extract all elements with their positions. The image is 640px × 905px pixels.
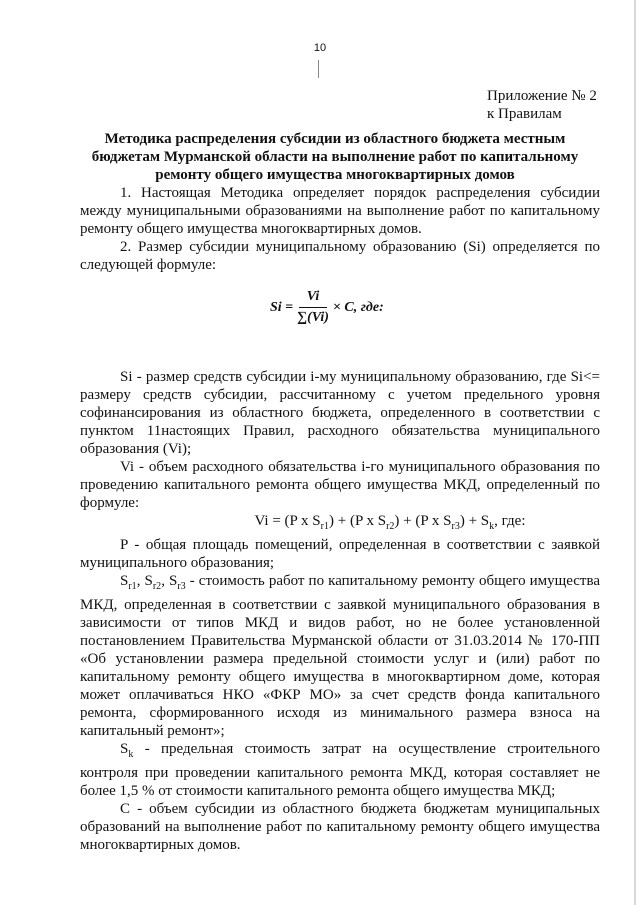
annex-header (487, 87, 597, 123)
paragraph-vi-definition: Vi - объем расходного обязательства i-го муниципального образования по проведению капитального ремонта общего имущества МКД, определенный по формуле: (80, 459, 600, 511)
paragraph-si-definition: Si - размер средств субсидии i-му муниципальному образованию, где Si<= размеру средств субсидии, рассчитанному с учетом предельного уровня софинансирования из областного бюджета, определенного в соответствии с пунктом 11настоящих Правил, расходного обязательства муниципального образования (Vi); (80, 369, 600, 457)
formula-si-denominator: ∑(Vi) (297, 310, 329, 325)
paragraph-sk-definition: $S_k$ - предельная стоимость затрат на осуществление строительного контроля при проведении капитального ремонта МКД, которая составляет не более 1,5 % от стоимости капитального ремонта общего имущества МКД; (80, 741, 600, 799)
annex-line-1: Приложение № 2 (487, 88, 597, 104)
paragraph-sr-text: - стоимость работ по капитальному ремонту общего имущества МКД, определенная в соответствии с заявкой муниципального образования в зависимости от типов МКД и видов работ, но не более установленной постановлением Правительства Мурманской области от 31.03.2014 № 170-ПП «Об установлении размера предельной стоимости услуг и (или) работ по капитальному ремонту общего имущества в многоквартирном доме, которая может оплачиваться НКО «ФКР МО» за счет средств фонда капитального ремонта, сформированного исходя из минимального размера взноса на капитальный ремонт»; (80, 573, 600, 739)
formula-si-lhs: Si = (270, 299, 294, 315)
scan-mark (318, 60, 319, 78)
formula-si (80, 274, 600, 368)
paragraph-2: 2. Размер субсидии муниципальному образованию (Si) определяется по следующей формуле: (80, 239, 600, 273)
formula-si-rhs: × C, где: (332, 299, 384, 315)
paragraph-sk-text: - предельная стоимость затрат на осуществление строительного контроля при проведении капитального ремонта МКД, которая составляет не более 1,5 % от стоимости капитального ремонта общего имущества МКД; (80, 741, 600, 799)
formula-vi: Vi = (P x $S_{r1}) + (P$ x $S_{r2}) + (P$ x $S_{r3}) + S_k$, где: (254, 513, 526, 532)
page-edge-shadow (634, 0, 636, 905)
paragraph-c-definition: С - объем субсидии из областного бюджета бюджетам муниципальных образований на выполнение работ по капитальному ремонту общего имущества многоквартирных домов. (80, 801, 600, 853)
formula-si-numerator: Vi (299, 288, 327, 308)
formula-si-fraction (297, 288, 329, 327)
document-title: Методика распределения субсидии из областного бюджета местным бюджетам Мурманской области на выполнение работ по капитальному ремонту общего имущества многоквартирных домов (91, 131, 579, 183)
paragraph-sr-definition: $S_{r1}$, $S_{r2}$, $S_{r3}$ - стоимость работ по капитальному ремонту общего имущества МКД, определенная в соответствии с заявкой муниципального образования в зависимости от типов МКД и видов работ, но не более установленной постановлением Правительства Мурманской области от 31.03.2014 № 170-ПП «Об установлении размера предельной стоимости услуг и (или) работ по капитальному ремонту общего имущества в многоквартирном доме, которая может оплачиваться НКО «ФКР МО» за счет средств фонда капитального ремонта, сформированного исходя из минимального размера взноса на капитальный ремонт»; (80, 573, 600, 739)
paragraph-p-definition: P - общая площадь помещений, определенная в соответствии с заявкой муниципального образования; (80, 537, 600, 571)
paragraph-1: 1. Настоящая Методика определяет порядок распределения субсидии между муниципальными образованиями на выполнение работ по капитальному ремонту общего имущества многоквартирных домов. (80, 185, 600, 237)
page-number: 10 (313, 42, 327, 54)
document-body (80, 184, 600, 854)
annex-line-2: к Правилам (487, 106, 562, 122)
